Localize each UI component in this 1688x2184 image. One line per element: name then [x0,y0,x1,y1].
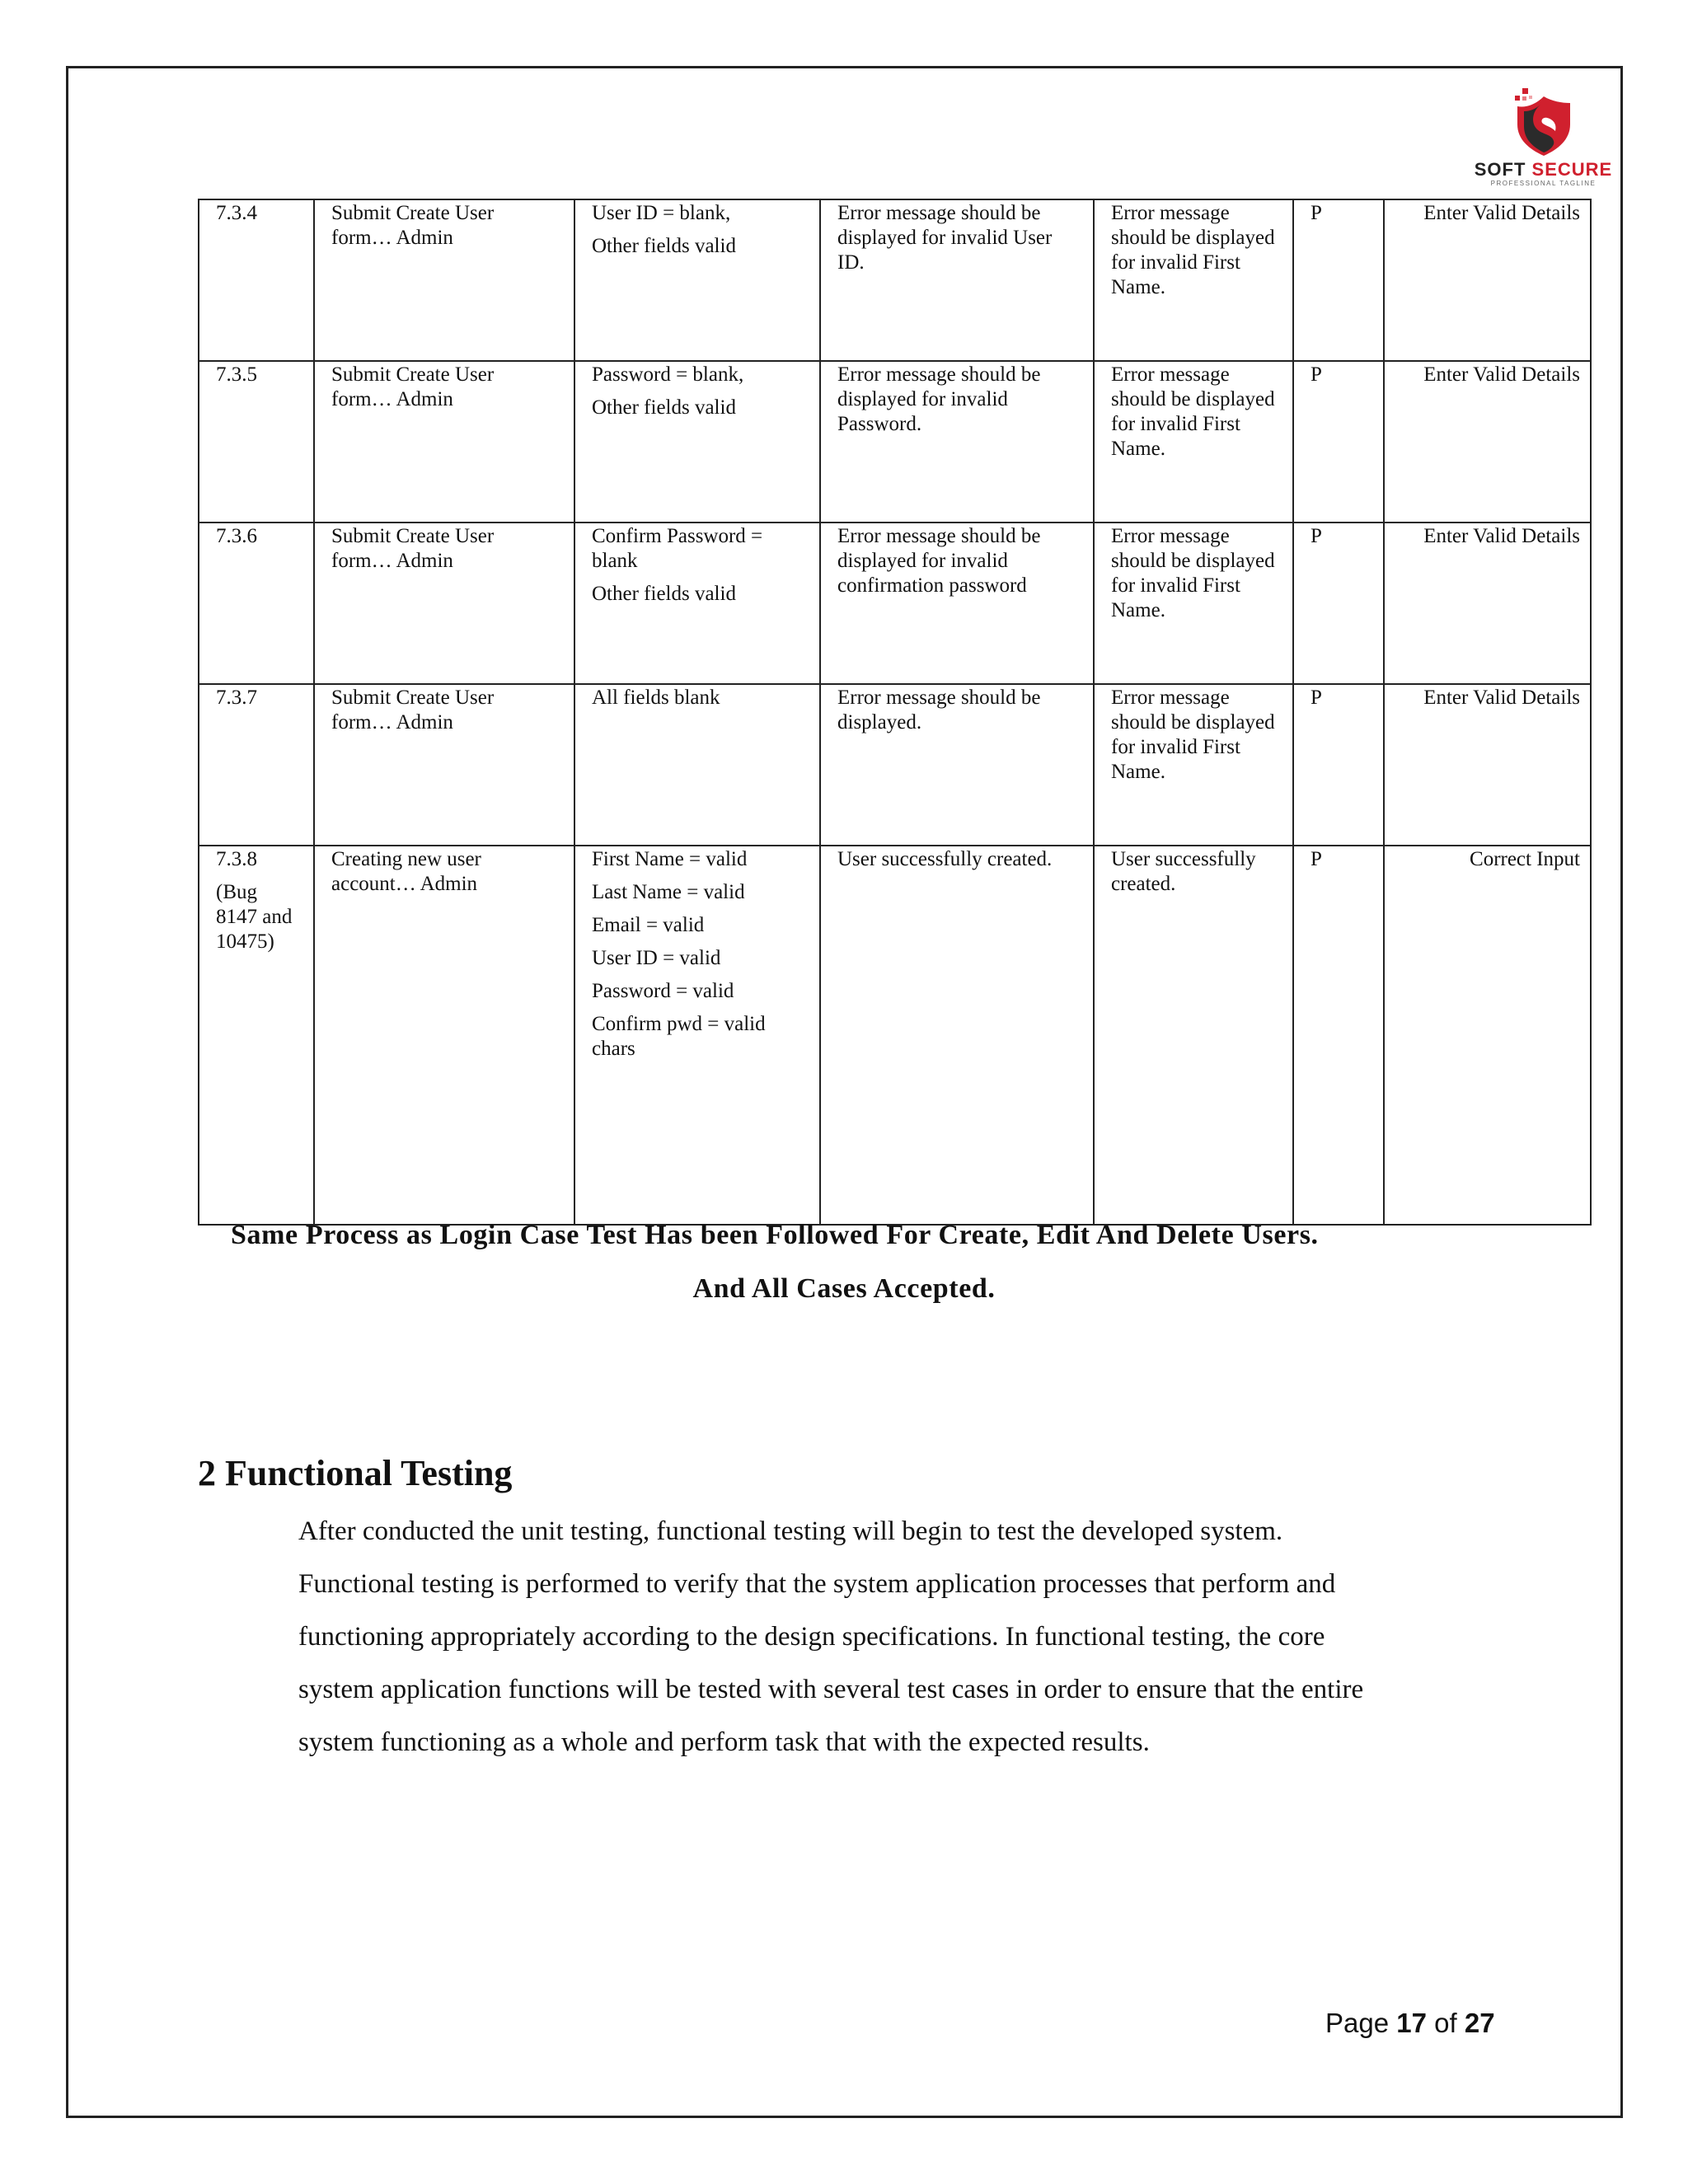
summary-line-1: Same Process as Login Case Test Has been Followed For Create, Edit And Delete Users. [231,1220,1319,1250]
table-row [199,361,1591,523]
section-body [298,1505,1584,1769]
cell-text: User ID = valid [592,947,721,969]
input-cell [574,361,820,523]
table-row [199,684,1591,846]
logo-tagline: PROFESSIONAL TAGLINE [1490,180,1597,187]
result-cell: Enter Valid Details [1384,523,1591,684]
test-id-cell [199,846,314,1225]
cell-text: Last Name = valid [592,881,745,903]
result-cell: Enter Valid Details [1384,199,1591,361]
test-id-cell [199,199,314,361]
expected-output-cell: Error message should be displayed. [820,684,1094,846]
description-cell [314,684,574,846]
cell-text: Creating new user account… Admin [331,848,481,895]
cell-text: Submit Create User form… Admin [331,202,495,249]
table-row [199,846,1591,1225]
expected-output-cell: Error message should be displayed for invalid confirmation password [820,523,1094,684]
cell-text: (Bug 8147 and 10475) [216,881,293,953]
result-cell: Enter Valid Details [1384,361,1591,523]
expected-output-cell: User successfully created. [820,846,1094,1225]
description-cell [314,523,574,684]
status-cell: P [1293,523,1384,684]
cell-text: Submit Create User form… Admin [331,525,495,572]
cell-text: Confirm Password = blank [592,525,763,572]
page-number: Page 17 of 27 [1325,2008,1495,2038]
test-id-cell [199,684,314,846]
test-case-table [198,199,1592,1226]
company-logo [1471,87,1615,190]
expected-output-cell: Error message should be displayed for invalid Password. [820,361,1094,523]
cell-text: Other fields valid [592,235,736,257]
actual-output-cell: Error message should be displayed for invalid First Name. [1094,199,1293,361]
actual-output-cell: User successfully created. [1094,846,1293,1225]
cell-text: Password = blank, [592,363,744,386]
cell-text: First Name = valid [592,848,748,870]
status-cell: P [1293,846,1384,1225]
table-row [199,199,1591,361]
cell-text: Other fields valid [592,396,736,419]
result-cell: Correct Input [1384,846,1591,1225]
actual-output-cell: Error message should be displayed for invalid First Name. [1094,361,1293,523]
table-row [199,523,1591,684]
paragraph-line: system application functions will be tested with several test cases in order to ensure that the entire [298,1675,1364,1704]
section-heading: 2 Functional Testing [198,1453,513,1493]
cell-text: Email = valid [592,914,705,936]
summary-line-2: And All Cases Accepted. [692,1273,996,1304]
paragraph-line: system functioning as a whole and perform task that with the expected results. [298,1727,1150,1757]
input-cell [574,684,820,846]
description-cell [314,361,574,523]
cell-text: 7.3.4 [216,202,257,224]
input-cell [574,846,820,1225]
input-cell [574,199,820,361]
description-cell [314,199,574,361]
cell-text: Other fields valid [592,583,736,605]
description-cell [314,846,574,1225]
actual-output-cell: Error message should be displayed for invalid First Name. [1094,684,1293,846]
actual-output-cell: Error message should be displayed for invalid First Name. [1094,523,1293,684]
cell-text: All fields blank [592,687,720,709]
status-cell: P [1293,361,1384,523]
cell-text: Password = valid [592,980,734,1002]
test-id-cell [199,361,314,523]
paragraph-line: Functional testing is performed to verify that the system application processes that perform and [298,1569,1336,1599]
cell-text: 7.3.5 [216,363,257,386]
cell-text: 7.3.6 [216,525,257,547]
paragraph-line: functioning appropriately according to the design specifications. In functional testing, the core [298,1622,1325,1652]
cell-text: 7.3.8 [216,848,257,870]
expected-output-cell: Error message should be displayed for invalid User ID. [820,199,1094,361]
cell-text: User ID = blank, [592,202,731,224]
test-id-cell [199,523,314,684]
status-cell: P [1293,199,1384,361]
result-cell: Enter Valid Details [1384,684,1591,846]
cell-text: Submit Create User form… Admin [331,363,495,410]
shield-icon [1511,87,1577,157]
cell-text: 7.3.7 [216,687,257,709]
cell-text: Confirm pwd = valid chars [592,1013,766,1060]
cell-text: Submit Create User form… Admin [331,687,495,733]
logo-wordmark: SOFT SECURE [1474,159,1613,180]
status-cell: P [1293,684,1384,846]
input-cell [574,523,820,684]
paragraph-line: After conducted the unit testing, functional testing will begin to test the developed system. [298,1516,1283,1546]
